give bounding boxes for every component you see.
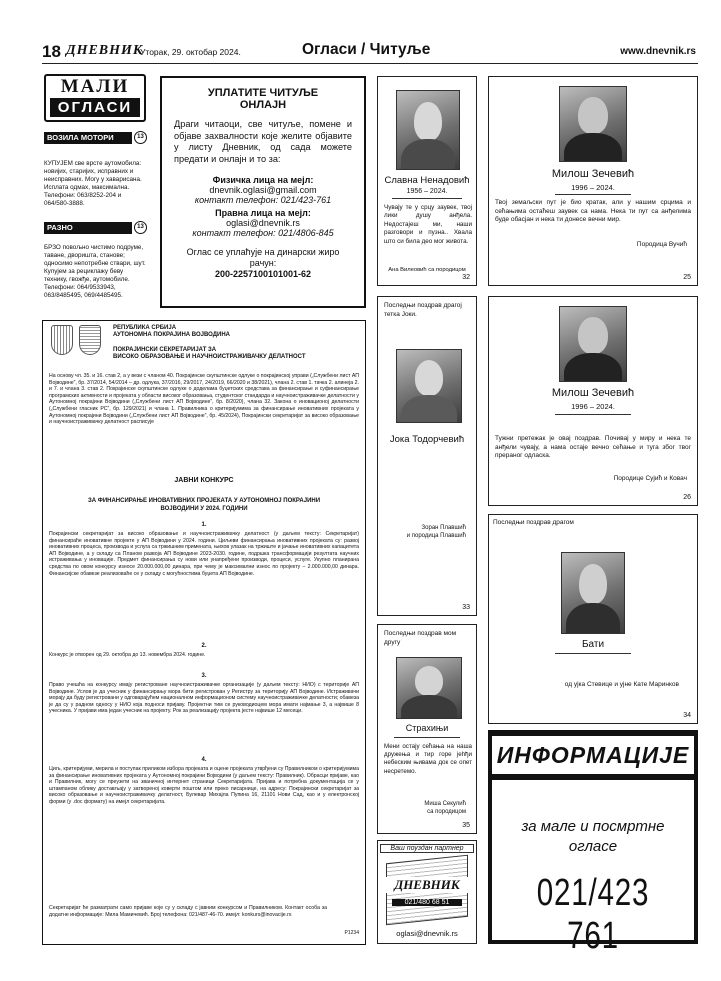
header-logo: ДНЕВНИК: [66, 43, 144, 58]
classifieds-logo: [44, 74, 146, 122]
legal-label: Правна лица на мејл:: [215, 208, 311, 219]
ad-number: 25: [683, 274, 691, 281]
obituary-divider: [555, 194, 631, 195]
obituary-text: Мени остају сећања на наша дружења и тир горе јеhђи небеским њивама док се опет несретемо.: [384, 743, 472, 775]
classifieds-column: [42, 74, 148, 320]
authority-line-2: АУТОНОМНА ПОКРАЈИНА ВОЈВОДИНА: [113, 332, 230, 338]
competition-subheading: ЗА ФИНАНСИРАЊЕ ИНОВАТИВНИХ ПРОЈЕКАТА У АУТОНОМНОЈ ПОКРАЈИНИ ВОЈВОДИНИ У 2024. ГОДИНИ: [87, 498, 321, 512]
secretariat-line-2: ВИСОКО ОБРАЗОВАЊЕ И НАУЧНОИСТРАЖИВАЧКУ ДЕЛАТНОСТ: [113, 354, 306, 360]
section-2-number: 2.: [201, 643, 207, 649]
obituary-text: Чувају те у срцу заувек, твоj лики душу анђела. Недостајеш ми, наши разговори и пузна.. Хвала што си била део мог живота.: [384, 204, 472, 245]
misc-icon: 13: [134, 221, 147, 234]
obituary-name: Милош Зечевић: [551, 387, 635, 399]
secretariat-line-1: ПОКРАЈИНСКИ СЕКРЕТАРИЈАТ ЗА: [113, 347, 217, 353]
account-number: 200-2257100101001-62: [214, 269, 312, 280]
page-header: [42, 40, 698, 64]
online-obituaries-box: [160, 76, 366, 308]
section-3-text: Право учешћа на конкурсу имају регистроване научноистраживачке организације (у даљем тексту: НИО) с територије АП Војводине. Услов је да учесник у финансирању мора бити регистрован у Регистру за територију АП Војводине. Истраживачи морају да буду регистровани у одговарајућем националном информационом систему научноистраживачке делатности; обавеза је да су у радном односу у НИО која подноси пријаву. Пројектни тим се руководиоцем мора имати најмање 3, а највише 8 учесника. У пријави има један учесник на пројекту. Рок за реализацију пројекта јесте највише 12 месеци.: [49, 682, 359, 715]
section-1-number: 1.: [201, 522, 207, 528]
partner-tagline: Ваш поуздан партнер: [380, 844, 474, 853]
online-intro: Драги читаоци, све читуље, помене и објаве захвалности које желите објавите у листу Дневник, од сада можете предати и онлајн и то за:: [174, 119, 352, 164]
obituary-signed-2: са породицом: [427, 809, 466, 815]
section-3-number: 3.: [201, 673, 207, 679]
ad-text-2: БРЗО повољно чистимо подруме, таване, дворишта, станове; односимо непотребне ствари, шут. Купујем за рециклажу беву технику, гвожђе, аутомобиле. Телефони: 064/9533943, 063/8485495, 069/4485495.: [44, 244, 146, 299]
obituary-text: Тужни претежак је овај поздрав. Почивај у миру и нека те анђели чувају, а нама остаје вечно сећање и туга због твог прераног одласка.: [495, 435, 691, 459]
obituary-signed: Породице Сујић и Ковач: [613, 475, 687, 482]
physical-phone: контакт телефон: 021/423-761: [194, 195, 332, 206]
info-title: ИНФОРМАЦИЈЕ: [492, 736, 694, 774]
obituary-name: Бати: [581, 639, 605, 650]
legal-phone: контакт телефон: 021/4806-845: [192, 228, 334, 239]
physical-label: Физичка лица на мејл:: [212, 175, 314, 186]
competition-footer-id: P1234: [344, 930, 359, 936]
legal-email[interactable]: oglasi@dnevnik.rs: [226, 218, 300, 229]
serbia-coat-of-arms: [51, 325, 73, 355]
authority-line-1: РЕПУБЛИКА СРБИЈА: [113, 325, 177, 331]
classifieds-title-1: МАЛИ: [60, 76, 130, 97]
competition-intro: На основу чл. 35. и 16. став 2, а у вези с чланом 40. Покрајинске скупштинске одлуке о покрајинској управи („Службени лист АП Војводине”, бр. 37/2014, 54/2014 – др. одлука, 37/2016, 29/2017, 24/2019, 66/2020 и 38/2021), члана 2. став 1. тачка 2. алинеја 2. и 7. и члана 3. став 2. Покрајинске скупштинске одлуке о доделама буџетских средстава за финансирање и суфинансирање програмских активности и пројеката у области високог образовања, студентског стандарда и научноистраживачке делатности у Аутономној покрајини Војводини („Службени лист АП Војводине”, бр. 8/2020), члана 32. Закона о иновационој делатности („Службени гласник РС”, бр. 129/2021) и члана 1. Правилника о критеријумима за финансирање иновативних пројеката у Аутономној покрајини Војводини („Службени лист АП Војводине”, бр. 45/2024), Покрајински секретаријат за високо образовање и научноистраживачку делатност расписује: [49, 373, 359, 426]
section-1-text: Покрајински секретаријат за високо образовање и научноистраживачку делатност (у даљем тексту: Секретаријат) финансираће иновативне пројекте у АП Војводини у 2024. години. Циљеви финансирања иновативних пројеката су: развој иновативних процеса, производа и услуга са тржишним примената, њихов улазак на тржиште и јачање иновативних капацитета АП Војводине, а у складу са Планом развоја АП Војводине 2023-2030. године, подршка трансформацији резултата научних истраживања у иновације. Предмет финансирања су нови или унапређени производи, процеси, услуге. Укупно планирана средства по овом конкурсу износе 20.000.000,00 динара, при чему је максимални износ по пројекту – 2.000.000,00 динара. Финансијске обавезе реализоваће се у складу с могућностима буџета АП Војводине.: [49, 531, 359, 577]
portrait-photo: [396, 657, 462, 719]
category-header-misc: РАЗНО: [44, 222, 132, 234]
public-competition-box: [42, 320, 366, 945]
ad-number: 26: [683, 494, 691, 501]
dnevnik-partner-ad: [377, 840, 477, 944]
obituary-signed-1: Зоран Плавшић: [421, 525, 466, 531]
obituary-divider: [392, 198, 462, 199]
section-2-text: Конкурс је отворен од 29. октобра до 13. новембра 2024. године.: [49, 652, 206, 658]
obituary-milos-2: [488, 296, 698, 506]
ad-number: 35: [462, 822, 470, 829]
obituary-name: Јока Тодорчевић: [389, 434, 465, 445]
obituary-strahinja: [377, 624, 477, 834]
online-title-1: УПЛАТИТЕ ЧИТУЉЕ: [207, 87, 319, 99]
category-header-vehicles: ВОЗИЛА МОТОРИ: [44, 132, 132, 144]
obituary-name: Страхињи: [405, 723, 449, 733]
obituary-bati: [488, 514, 698, 724]
section-4-text: Циљ, критеријуми, мерила и поступак приликом избора пројеката и оцене пројеката утврђени су Правилником о критеријумима за финансирање иновативних пројеката у Аутономној покрајини Војводини (у даљем тексту: Правилник). Обрасци пријаве, као и Правилник, могу се преузети на званичној интернет страници Секретаријата. Пријава и потребна документација се у штампаном облику достављају у затвореној коверти поштом или преко писарнице, на адресу: Покрајински секретаријат за високо образовање и научноистраживачку делатност, Булевар Михајла Пупина 16, 21101 Нови Сад, као и у електронској форми (у .doc формату) на имејл секретаријата.: [49, 766, 359, 805]
obituary-years: 1956 – 2024.: [406, 188, 448, 195]
obituary-divider: [394, 737, 460, 738]
obituary-intro: Последњи поздрав драгом: [493, 519, 574, 526]
ad-text-1: КУПУЈЕМ све врсте аутомобила: новијих, старијих, исправних и неисправних. Могу у хаварисана. Исплата одмах, максимална. Телефони: 063/8252-204 и 064/580-3888.: [44, 160, 142, 207]
competition-heading: ЈАВНИ КОНКУРС: [174, 477, 234, 484]
header-rule: [42, 63, 698, 64]
website[interactable]: www.dnevnik.rs: [620, 46, 696, 57]
obituary-milos-1: [488, 76, 698, 286]
portrait-photo: [396, 90, 460, 170]
ad-number: 33: [462, 604, 470, 611]
ad-number: 34: [683, 712, 691, 719]
obituary-signed: Породица Вучић: [636, 241, 687, 248]
vojvodina-coat-of-arms: [79, 325, 101, 355]
obituary-signed-1: Миша Секулић: [424, 801, 466, 807]
obituary-intro: Последњи поздрав мом другу: [384, 630, 457, 646]
section-4-number: 4.: [201, 757, 207, 763]
portrait-photo: [559, 306, 627, 382]
partner-phone: 021/480 68 51: [392, 899, 462, 906]
obituary-name: Милош Зечевић: [551, 168, 635, 180]
section-title: Огласи / Читуље: [302, 41, 431, 58]
page-number: 18: [42, 42, 61, 61]
partner-email[interactable]: oglasi@dnevnik.rs: [396, 929, 458, 938]
online-title-2: ОНЛАЈН: [239, 99, 287, 111]
obituary-signed: од ујка Стевице и ујне Кате Маринков: [564, 681, 679, 688]
obituary-name: Славна Ненадовић: [384, 175, 470, 186]
competition-footer: Секретаријат ће разматрати само пријаве које су у складу с јавним конкурсом и Правилником. Контакт особа за додатне информације: Мила Мамичевић. Број телефона: 021/487-46-70. имејл: konkurs@inovacije.rs: [49, 905, 327, 918]
portrait-photo: [559, 86, 627, 162]
obituary-text: Твој земаљски пут је био кратак, али у нашим срцима и сећањима остаћеш заувек са нама. Нека ти пут са анђелима буде обасјан и нека ти донесе вечни мир.: [495, 199, 691, 223]
portrait-photo: [561, 552, 625, 634]
info-phone: 021/423 761: [536, 872, 650, 957]
obituary-intro: Последњи поздрав драгој тетка Јоки.: [384, 302, 462, 318]
obituary-joka: [377, 296, 477, 616]
portrait-photo: [396, 349, 462, 423]
obituary-years: 1996 – 2024.: [571, 183, 615, 192]
car-icon: 13: [134, 131, 147, 144]
payment-note: Оглас се уплаћује на динарски жиро рачун:: [186, 247, 340, 269]
info-ad: [488, 730, 698, 957]
obituary-years: 1996 – 2024.: [571, 402, 615, 411]
ad-number: 32: [462, 274, 470, 281]
obituary-signed: Ана Вилеовић са породицом: [388, 267, 466, 273]
partner-logo: ДНЕВНИК: [386, 877, 468, 893]
info-line-2: огласе: [568, 838, 618, 855]
header-date: Уторак, 29. октобар 2024.: [140, 47, 241, 57]
classifieds-title-2: ОГЛАСИ: [50, 98, 140, 117]
obituary-signed-2: и породица Плавшић: [406, 533, 466, 539]
physical-email[interactable]: dnevnik.oglasi@gmail.com: [209, 185, 317, 196]
obituary-divider: [555, 414, 631, 415]
info-line-1: за мале и посмртне: [521, 818, 665, 835]
obituary-slavna: [377, 76, 477, 286]
obituary-divider: [555, 653, 631, 654]
